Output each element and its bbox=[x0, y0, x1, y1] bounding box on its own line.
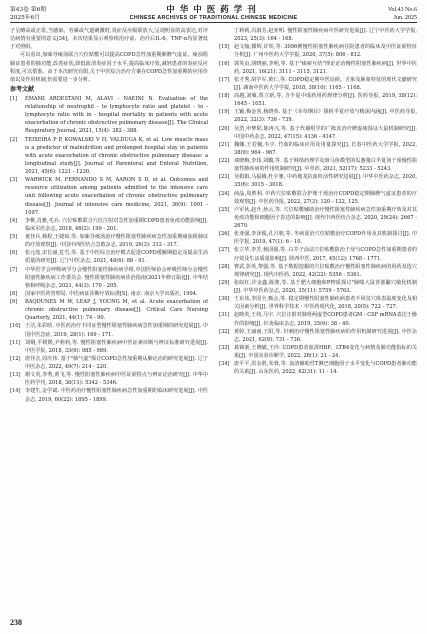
reference-text: 国家中医药管理局. 中医病证诊断疗效标准[S]. 南京: 南京大学出版社, 1994. bbox=[25, 290, 198, 297]
reference-item bbox=[219, 344, 417, 360]
reference-number: [9] bbox=[10, 299, 18, 305]
reference-number: [16] bbox=[219, 60, 230, 67]
reference-item bbox=[10, 290, 208, 298]
reference-text: 卢军伙,赵升,孙云,等. 穴位贴敷辅助治疗慢性阻塞性肺疾病急性加重期疗效及对其免疫功能和细胞因子表达的影响[J]. 现代中西医结合杂志, 2020, 29(24): 2667 - 2670. bbox=[234, 206, 417, 229]
header-divider bbox=[10, 22, 417, 23]
reference-text: 葛锦浙,王晓敏,王玲. COPD患者血清HBP、LTB4变化与病情及肺功能指标的关系[J]. 中国实验诊断学, 2022, 26(1): 21 - 24. bbox=[234, 344, 417, 359]
reference-number: [33] bbox=[219, 344, 230, 351]
reference-item bbox=[10, 371, 208, 387]
reference-item bbox=[10, 95, 208, 136]
reference-text: 张元莲,宋长丽,危雪,等. 基于中医综合治疗模式促进COPD缓解期稳定及提高生活质量的研究[J]. 辽宁中医杂志, 2021, 48(6): 88 - 91. bbox=[25, 250, 208, 265]
reference-number: [22] bbox=[219, 158, 230, 164]
reference-item bbox=[10, 387, 208, 403]
reference-text: TEIXEIRA P P, KOWALSKI V H, VALDUGA K, et al. Low muscle mass is a predictor of malnutrition and prolonged hospital stay in patients with acute exacerbation of chronic obstructive pulmonary disease: a longitudinal study[J]. Journal of Parenteral and Enteral Nutrition, 2021, 45(6): 1221 - 1230. bbox=[25, 136, 208, 175]
reference-item bbox=[219, 230, 417, 246]
reference-number: [3] bbox=[10, 177, 18, 184]
reference-item bbox=[10, 266, 208, 290]
reference-item bbox=[10, 176, 208, 217]
reference-item bbox=[219, 263, 417, 279]
reference-number: [12] bbox=[10, 355, 21, 362]
reference-text: 赵映英,王伟,马宇. 穴位注射对肺肾两虚型COPD患者GM - CSF mRNA表达于操作的影响[J]. 针灸临床杂志, 2019, 35(6): 38 - 40. bbox=[234, 312, 417, 327]
reference-number: [4] bbox=[10, 217, 18, 224]
reference-text: 张立华,李芳,杨国强,等. 白芥子涂法穴位贴敷防治子母与COPD急性加重期患者的疗效及生活质量影响[J]. 陕西中医, 2017, 45(12): 1768 - 1771. bbox=[234, 247, 417, 262]
reference-item bbox=[219, 206, 417, 230]
journal-title-en: CHINESE ARCHIVES OF TRADITIONAL CHINESE MEDICINE bbox=[129, 15, 298, 21]
reference-item bbox=[10, 249, 208, 265]
reference-item bbox=[219, 108, 417, 124]
reference-item bbox=[219, 125, 417, 141]
reference-number: [2] bbox=[10, 136, 18, 143]
reference-item bbox=[10, 298, 208, 322]
reference-item bbox=[219, 43, 417, 59]
reference-text: 王洁,朱彩晗. 中医药治疗不同证型慢性阻塞性肺疾病急性加重期的研究进展[J]. 中国中医急症, 2019, 28(1): 169 - 171. bbox=[25, 323, 208, 338]
references-heading: 参考文献 bbox=[10, 85, 35, 93]
reference-text: 张皖红,许金鑫,陈骏,等. 基于肥大细胞和P物质探讨"肺喘大鼠背部腧穴敏化机制[J]. 中华中医药杂志, 2020, 35(11): 5759 - 5763. bbox=[234, 279, 417, 294]
reference-number: [6] bbox=[10, 250, 18, 257]
reference-text: 郭英贞,胡晓丽,李明,等. 基于"痰瘀互结"理论论治慢性阻塞性肺疾病[J]. 世界中医药, 2021, 16(21): 3111 - 3115, 3121. bbox=[234, 60, 417, 75]
reference-number: [8] bbox=[10, 290, 18, 297]
reference-item bbox=[10, 233, 208, 249]
reference-number: [26] bbox=[219, 231, 230, 238]
reference-number: [27] bbox=[219, 247, 230, 254]
reference-text: 赵文翰,滕辉,许钫,等. 3096例慢性阻塞性肺疾病住院患者的临床及中医证候特征分析[J]. 广州中医药大学学报, 2020, 37(5): 806 - 812. bbox=[234, 44, 417, 59]
reference-item bbox=[219, 157, 417, 173]
reference-item bbox=[10, 339, 208, 355]
date-en: Jun. 2025 bbox=[393, 15, 417, 21]
reference-item bbox=[219, 328, 417, 344]
reference-item bbox=[10, 217, 208, 233]
reference-text: 谈晓梅,李玮,刘璐,等. 基于网络药理学及斑马鱼模型的瓜蒌薤白半夏汤干预慢性阻塞性肺疾病的作用机制研究[J]. 中草药, 2021, 52(17): 5233 - 5243. bbox=[234, 158, 417, 173]
reference-text: 李建生,金学斌. 中医药治疗慢性阻塞性肺疾病急性加重期的临床研究进展[J]. 中医杂志, 2019, 60(22): 1895 - 1899. bbox=[25, 388, 208, 403]
reference-item bbox=[219, 141, 417, 157]
reference-item bbox=[219, 76, 417, 92]
reference-number: [34] bbox=[219, 361, 230, 368]
reference-item bbox=[219, 60, 417, 76]
reference-text: 张亚强,李泽俊,孔月朋,等. 冬病夏治穴位贴敷治疗COPD作用及其机制探讨[J]. 中医学报, 2019, 47(1): 6 - 10. bbox=[234, 231, 417, 246]
reference-text: 王东伟,李国全,甄会,等. 稳定期慢性阻塞性肺疾病患者不同贫穴体表温度变化及相关因素分析[J]. 世界科学技术 - 中医药现代化, 2018, 20(5): 722 - 727. bbox=[234, 296, 417, 311]
reference-text: 王颖,梅金喜,杨晓英. 基于《本草纲目》探析半夏疗效与精深内涵[J]. 中医药导报, 2022, 32(3): 736 - 739. bbox=[234, 109, 417, 124]
references-list-right bbox=[219, 27, 417, 376]
reference-text: 唐平平,洪永胜,朱蓉,等. 血清辅助性T淋巴细胞因子水平变化与COPD患者肺功能的关系[J]. 山东医药, 2022, 62(31): 11 - 14. bbox=[234, 361, 417, 376]
header-volume-right bbox=[388, 6, 417, 22]
reference-text: 曹武,彭英,黎强,等. 基于数据挖掘的穴位贴敷治疗慢性阻塞性肺疾病的用药及选穴规律研究[J]. 现代中医药, 2022, 42(22): 5356 - 5361. bbox=[234, 263, 417, 278]
reference-item bbox=[219, 360, 417, 376]
reference-item bbox=[219, 311, 417, 327]
reference-item bbox=[10, 136, 208, 177]
reference-number: [1] bbox=[10, 95, 18, 102]
reference-number: [13] bbox=[10, 372, 21, 379]
reference-text: 商晶,周胜利. 中药穴位贴敷联合护理干预治疗COPD稳定期肺脾气虚证患者的疗效观察[J]. 中医药导报, 2022, 27(3): 120 - 122, 125. bbox=[234, 190, 417, 205]
reference-number: [23] bbox=[219, 174, 230, 181]
volume-en: Vol.43 No.6 bbox=[387, 7, 417, 13]
right-column bbox=[219, 27, 417, 376]
reference-number: [29] bbox=[219, 279, 230, 286]
reference-number: [21] bbox=[219, 141, 230, 148]
reference-number: [24] bbox=[219, 190, 230, 197]
volume-cn: 第43卷 第6期 bbox=[10, 7, 47, 13]
reference-text: 吴娟娟,马福娥,杜宇驰. 中药地龙抗血栓活性研究进展[J]. 中华中医药杂志, 2020, 35(6): 3015 - 3018. bbox=[234, 174, 417, 189]
reference-text: 魏娜,王若楠,韦宇. 竹茹的临床应用及用量探究[J]. 长春中医药大学学报, 2022, 38(9): 964 - 967. bbox=[234, 141, 417, 156]
header-journal bbox=[0, 5, 427, 22]
reference-text: WARWICK M, FERNANDO S M, AARON S D, et al. Outcomes and resource utilization among patients admitted to the intensive care unit following acute exacerbation of chronic obstructive pulmonary disease[J]. Journal of intensive care medicine, 2021, 36(9): 1091 - 1097. bbox=[25, 177, 208, 216]
reference-text: 李桃,肖雅,毛兵. 穴位贴敷联合穴位注射对急性加重期COPD患者免疫功能影响[J]. 临床军医杂志, 2018, 46(2): 199 - 201. bbox=[25, 217, 208, 232]
reference-text: 谢文英,李秀,黄飞,等. 慢性阻塞性肺疾病中医证候特点与辨证论治研究[J]. 中华中医药学刊, 2018, 38(11): 5342 - 5346. bbox=[25, 372, 208, 387]
body-paragraph: 子呈略高或正常,当感染、劳累或气道刺激时,炎症反应级联放大,呈现明显的高表达,对评估病情有重要的意义[34]。本次结果显示观察组治疗前、治疗后IL-6、TNF-α均显著低于对照组。 bbox=[10, 28, 208, 51]
reference-item bbox=[10, 355, 208, 371]
reference-item bbox=[10, 322, 208, 338]
reference-text: 刘炯,平媛媛,尹莉莉,等. 慢性阻塞性肺疾病中医证素诊断与辨证标准研究进展[J]. 中医学报, 2018, 33(6): 985 - 989. bbox=[25, 339, 208, 354]
references-list-left bbox=[10, 95, 208, 404]
reference-item bbox=[219, 190, 417, 206]
reference-number: [15] bbox=[219, 44, 230, 51]
reference-number: [20] bbox=[219, 125, 230, 132]
reference-number: [7] bbox=[10, 266, 18, 273]
date-cn: 2025年6月 bbox=[10, 15, 41, 21]
reference-item bbox=[219, 92, 417, 108]
reference-number: [14] bbox=[10, 388, 21, 395]
reference-item bbox=[219, 27, 417, 43]
reference-text: 唐佳音,周庆伟. 基于"肺气虚"探讨COPD急性加重期从肺论治的研究进展[J]. 辽宁中医杂志, 2022, 49(7): 214 - 220. bbox=[25, 355, 208, 370]
reference-number: [17] bbox=[219, 76, 230, 83]
reference-number: [28] bbox=[219, 263, 230, 270]
journal-title-cn: 中华中医药学刊 bbox=[166, 5, 261, 15]
body-paragraph: 可以看出,加味导痰汤联合穴位贴敷可以提高COPD急性加重期肺脾气虚证、痰浊阻肺证患者的肺功能,改善症状,降低血清炎症因子水平,提高临床疗效,减轻患者的炎症反应程度,可以借鉴。由于本次研究有限,关于中医综合治疗方案在COPD急性加重期的应用价值以及作用机制,仍需要进一步分析。 bbox=[10, 52, 208, 83]
reference-number: [19] bbox=[219, 109, 230, 116]
reference-item bbox=[219, 295, 417, 311]
left-column bbox=[10, 27, 208, 404]
reference-number: [18] bbox=[219, 93, 230, 99]
reference-text: BAQDUNES M W, LEAP J, YOUNG M, et al. Acute exacerbation of chronic obstructive pulmonary disease[J]. Critical Care Nursing Quarterly, 2021, 44(1): 74 - 90. bbox=[25, 299, 208, 322]
reference-text: 吴浩,申梦阳,陈再兴,等. 基于代谢组学的广陈皮治疗脾虚痰湿证大鼠机制研究[J]. 中国中药杂志, 2022, 47(15): 4136 - 4147. bbox=[234, 125, 417, 140]
page-number: 238 bbox=[10, 618, 22, 627]
reference-text: 张才秀,胡学军,黄仁,等. COPD稳定期中医证候、舌象及脉象特征的现代文献研究[J]. 湖南中医药大学学报, 2018, 38(10): 1165 - 1168. bbox=[234, 76, 417, 91]
reference-number: [32] bbox=[219, 328, 230, 335]
reference-text: 童佳兵,杨程,王婕琼,等. 加味导痰汤治疗慢性阻塞性肺疾病急性加重期痰浊阻肺证的疗效观察[J]. 中国中西医结合急救杂志, 2019, 26(3): 312 - 317. bbox=[25, 234, 208, 249]
reference-text: 中华医学会呼吸病学分会慢性阻塞性肺疾病学组,中国医师协会呼吸医师分会慢性阻塞性肺疾病工作委员会. 慢性阻塞性肺疾病诊治指南(2021年修订版)[J]. 中华结核和呼吸杂志, 2021, 44(3): 170 - 205. bbox=[25, 266, 208, 289]
reference-number: [25] bbox=[219, 206, 230, 213]
reference-text: EMAMI ARDESTANI M, ALAVI - NAEINI N. Evaluation of the relationship of neutrophil - to lymphocyte ratio and platelet - to - lymphocyte ratio with in - hospital mortality in patients with acute exacerbation of chronic obstructive pulmonary disease[J]. The Clinical Respiratory Journal, 2021, 15(4): 382 - 388. bbox=[25, 95, 208, 135]
reference-number: [10] bbox=[10, 323, 21, 330]
reference-number: [5] bbox=[10, 234, 18, 240]
reference-text: 丁莉莉,冯淑芬,赵亚明. 慢性阻塞性肺疾病中医研究进展[J]. 辽宁中医药大学学报, 2023, 25(3): 164 - 168. bbox=[234, 28, 417, 43]
reference-number: [30] bbox=[219, 296, 230, 303]
reference-item bbox=[219, 279, 417, 295]
reference-number: [11] bbox=[10, 339, 21, 346]
reference-number: [31] bbox=[219, 312, 230, 319]
reference-item bbox=[219, 173, 417, 189]
reference-text: 高越,刘雁,贾立新,等. 含半夏中成药用药规律分析[J]. 医药导报, 2019, 38(12): 1645 - 1651. bbox=[234, 93, 417, 108]
reference-text: 黄婷,王丽丽,王阳,等. 针刺治疗慢性阻塞性肺疾病的作用机制研究进展[J]. 中医杂志, 2021, 62(8): 731 - 736. bbox=[234, 328, 417, 343]
reference-item bbox=[219, 246, 417, 262]
